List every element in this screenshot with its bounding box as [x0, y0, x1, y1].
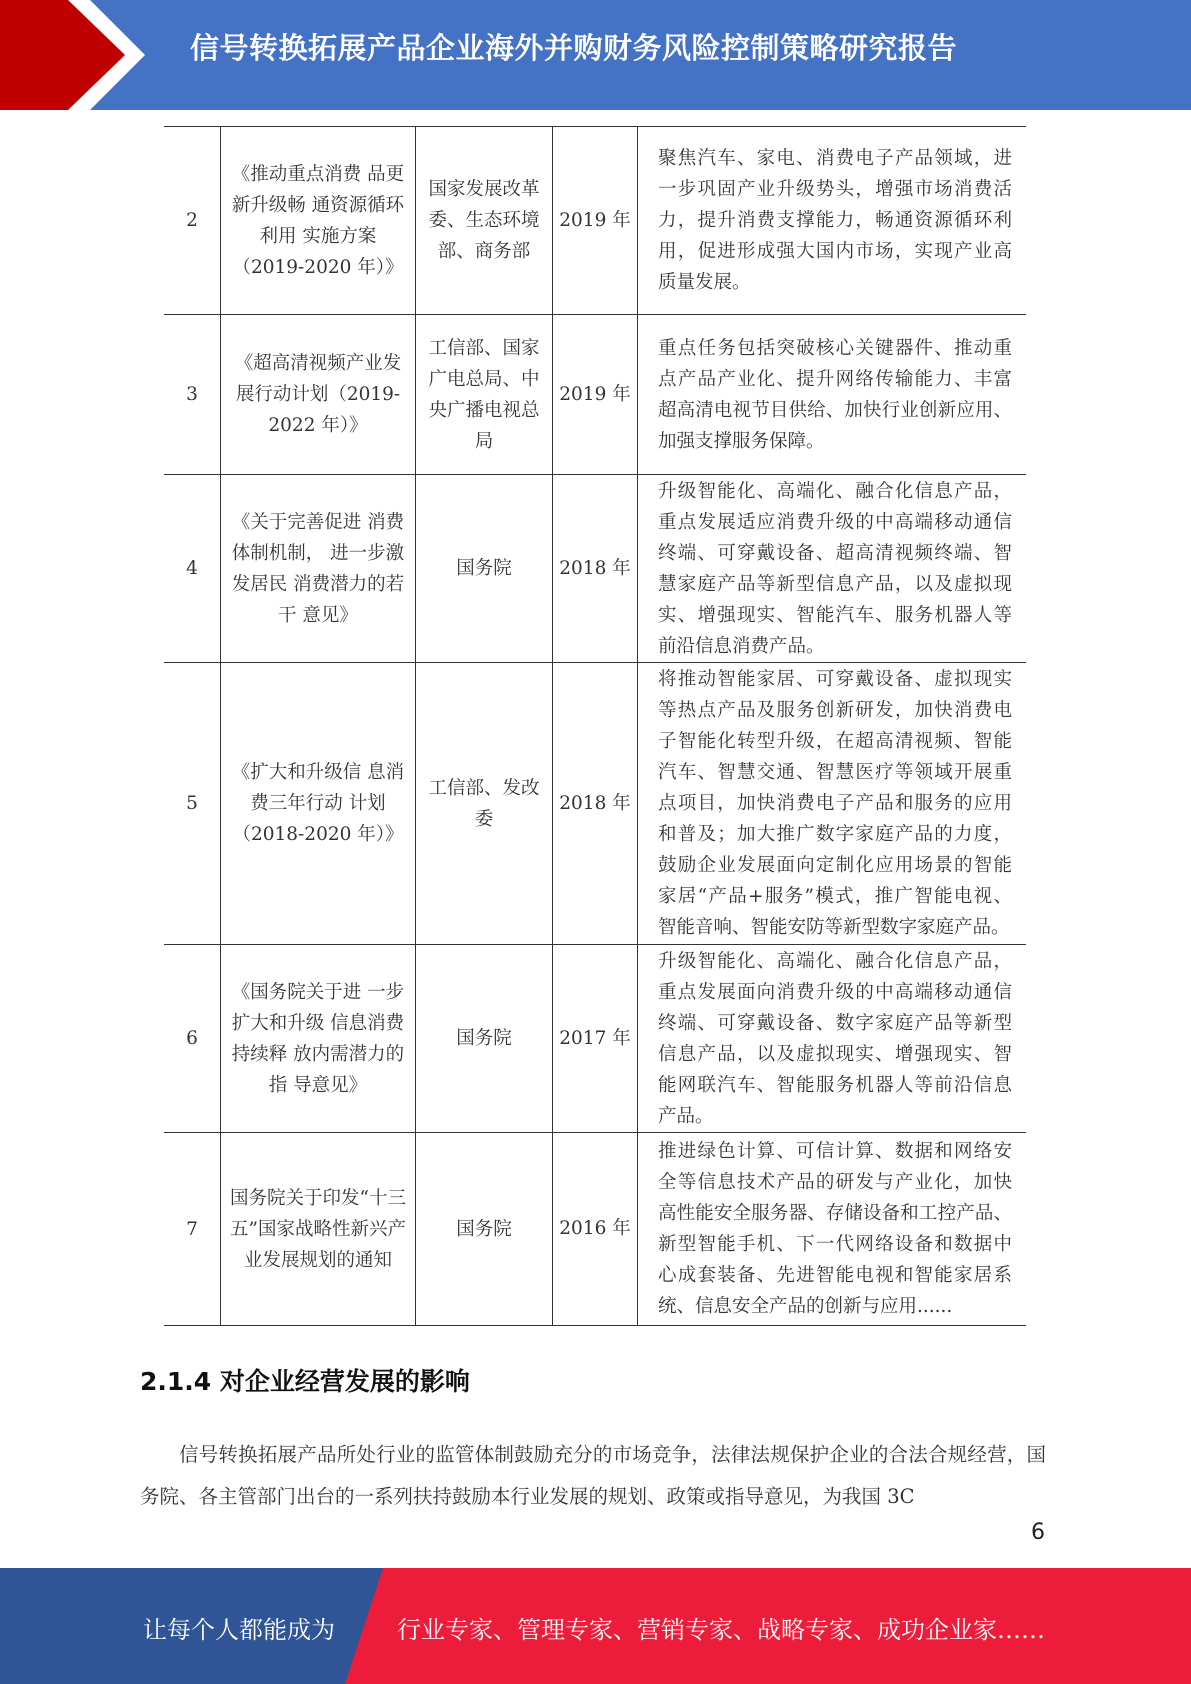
issue-year: 2017 年 [553, 945, 638, 1133]
issue-year: 2019 年 [553, 315, 638, 475]
policy-content: 重点任务包括突破核心关键器件、推动重 点产品产业化、提升网络传输能力、丰富 超高清电视节目供给、加快行业创新应用、 加强支撑服务保障。 [638, 315, 1027, 475]
table-row [164, 475, 1026, 663]
table-row [164, 1133, 1026, 1326]
page-number: 6 [1031, 1520, 1045, 1545]
table-row [164, 945, 1026, 1133]
row-number: 2 [164, 127, 221, 315]
policy-title: 《推动重点消费 品更新升级畅 通资源循环利用 实施方案（2019-2020 年）》 [221, 127, 416, 315]
policy-title: 《国务院关于进 一步扩大和升级 信息消费持续释 放内需潜力的指 导意见》 [221, 945, 416, 1133]
policy-content: 升级智能化、高端化、融合化信息产品， 重点发展适应消费升级的中高端移动通信 终端、可穿戴设备、超高清视频终端、智 慧家庭产品等新型信息产品，以及虚拟现 实、增强现实、智能汽车、服务机器人等 前沿信息消费产品。 [638, 475, 1027, 663]
policy-title: 《超高清视频产业发展行动计划（2019-2022 年）》 [221, 315, 416, 475]
issuing-department: 国务院 [416, 475, 553, 663]
page-header [0, 0, 1191, 110]
issuing-department: 国家发展改革委、生态环境部、商务部 [416, 127, 553, 315]
policy-title: 《关于完善促进 消费体制机制， 进一步激发居民 消费潜力的若干 意见》 [221, 475, 416, 663]
row-number: 6 [164, 945, 221, 1133]
policy-table [164, 126, 1026, 1326]
row-number: 4 [164, 475, 221, 663]
issue-year: 2018 年 [553, 663, 638, 945]
policy-title: 国务院关于印发“十三五”国家战略性新兴产业发展规划的通知 [221, 1133, 416, 1326]
issue-year: 2019 年 [553, 127, 638, 315]
body-paragraph: 信号转换拓展产品所处行业的监管体制鼓励充分的市场竞争，法律法规保护企业的合法合规经营，国务院、各主管部门出台的一系列扶持鼓励本行业发展的规划、政策或指导意见，为我国 3C [140, 1443, 1046, 1508]
row-number: 5 [164, 663, 221, 945]
table-row [164, 663, 1026, 945]
policy-content: 聚焦汽车、家电、消费电子产品领域，进 一步巩固产业升级势头，增强市场消费活 力，提升消费支撑能力，畅通资源循环利 用，促进形成强大国内市场，实现产业高 质量发展。 [638, 127, 1027, 315]
issuing-department: 工信部、发改委 [416, 663, 553, 945]
issuing-department: 工信部、国家广电总局、中央广播电视总局 [416, 315, 553, 475]
footer-slogan-right: 行业专家、管理专家、营销专家、战略专家、成功企业家…… [397, 1616, 1045, 1644]
footer-slogan-left: 让每个人都能成为 [143, 1616, 335, 1644]
issue-year: 2018 年 [553, 475, 638, 663]
issuing-department: 国务院 [416, 1133, 553, 1326]
page-footer [0, 1568, 1191, 1684]
policy-content: 将推动智能家居、可穿戴设备、虚拟现实 等热点产品及服务创新研发，加快消费电 子智能化转型升级，在超高清视频、智能 汽车、智慧交通、智慧医疗等领域开展重 点项目，加快消费电子产品和服务的应用 和普及；加大推广数字家庭产品的力度， 鼓励企业发展面向定制化应用场景的智能 家居“产品+服务”模式，推广智能电视、 智能音响、智能安防等新型数字家庭产品。 [638, 663, 1027, 945]
issue-year: 2016 年 [553, 1133, 638, 1326]
policy-title: 《扩大和升级信 息消费三年行动 计划（2018-2020 年）》 [221, 663, 416, 945]
section-heading: 2.1.4 对企业经营发展的影响 [140, 1367, 470, 1396]
issuing-department: 国务院 [416, 945, 553, 1133]
table-row [164, 315, 1026, 475]
report-title: 信号转换拓展产品企业海外并购财务风险控制策略研究报告 [190, 31, 958, 65]
header-chevron-decoration [0, 0, 160, 110]
table-row [164, 127, 1026, 315]
policy-content: 升级智能化、高端化、融合化信息产品， 重点发展面向消费升级的中高端移动通信 终端、可穿戴设备、数字家庭产品等新型 信息产品，以及虚拟现实、增强现实、智 能网联汽车、智能服务机器人等前沿信息 产品。 [638, 945, 1027, 1133]
row-number: 3 [164, 315, 221, 475]
policy-content: 推进绿色计算、可信计算、数据和网络安 全等信息技术产品的研发与产业化，加快 高性能安全服务器、存储设备和工控产品、 新型智能手机、下一代网络设备和数据中 心成套装备、先进智能电视和智能家居系 统、信息安全产品的创新与应用...... [638, 1133, 1027, 1326]
row-number: 7 [164, 1133, 221, 1326]
